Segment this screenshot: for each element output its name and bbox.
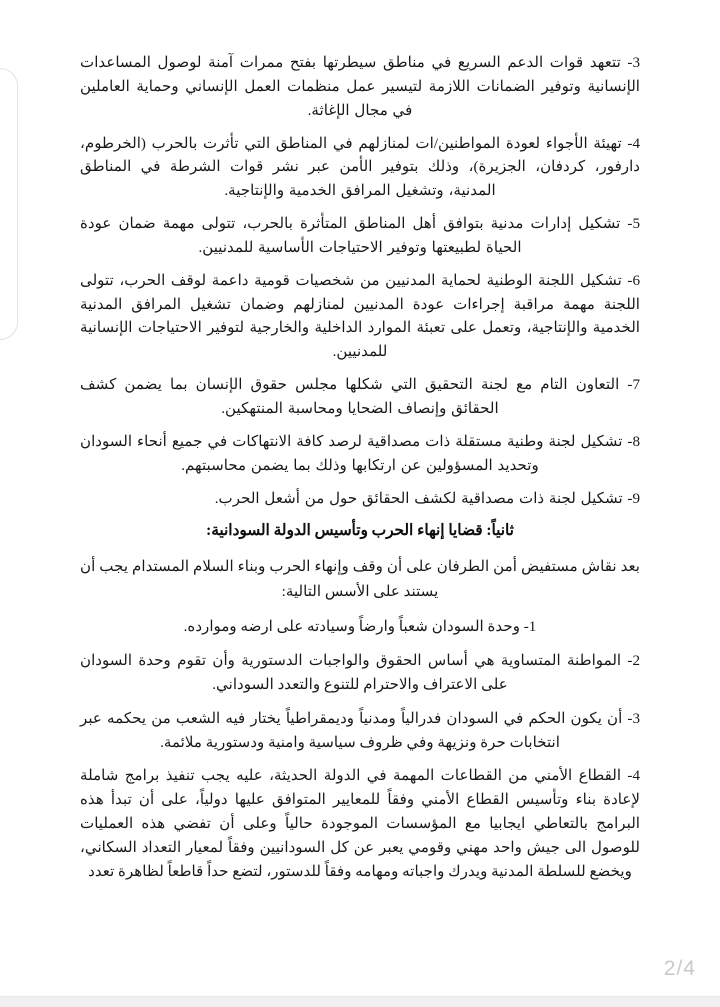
principle-item-1: 1- وحدة السودان شعباً وارضاً وسيادته على ارضه وموارده. bbox=[183, 619, 537, 636]
principle-item-3: 3- أن يكون الحكم في السودان فدرالياً ومدنياً وديمقراطياً يختار فيه الشعب من يحكمه عبر انتخابات حرة ونزيهة وفي ظروف سياسية وامنية ودستورية ملائمة. bbox=[80, 710, 640, 751]
principle-item-2: 2- المواطنة المتساوية هي أساس الحقوق والواجبات الدستورية وأن تقوم وحدة السودان على الاعتراف والاحترام للتنوع والتعدد السوداني. bbox=[80, 653, 640, 693]
message-card-edge bbox=[0, 68, 18, 340]
page-indicator: 2/4 bbox=[663, 957, 696, 980]
principle-item-4: 4- القطاع الأمني من القطاعات المهمة في الدولة الحديثة، عليه يجب تنفيذ برامج شاملة لإعادة بناء وتأسيس القطاع الأمني وفقاً للمعايير المتوافق عليها دولياً، على أن تبدأ هذه البرامج بالتعاطي ايجابيا مع المؤسسات الموجودة حالياً وعلى أن تفضي هذه العمليات للوصول الى جيش واحد مهني وقومي يعبر عن كل السودانيين وفقاً لمعيار التعداد السكاني، ويخضع للسلطة المدنية ويدرك واجباته ومهامه وفقاً للدستور، لتضع حداً قاطعاً لظاهرة تعدد bbox=[80, 768, 640, 880]
numbered-item-6: 6- تشكيل اللجنة الوطنية لحماية المدنيين من شخصيات قومية داعمة لوقف الحرب، تتولى اللجنة مهمة مراقبة إجراءات عودة المدنيين لمنازلهم وضمان تشغيل المرافق المدنية الخدمية والإنتاجية، وتعمل على تعبئة الموارد الداخلية والخارجية لتوفير الاحتياجات الإنسانية للمدنيين. bbox=[80, 272, 640, 361]
numbered-item-7: 7- التعاون التام مع لجنة التحقيق التي شكلها مجلس حقوق الإنسان بما يضمن كشف الحقائق وإنصاف الضحايا ومحاسبة المنتهكين. bbox=[80, 377, 640, 417]
numbered-item-3: 3- تتعهد قوات الدعم السريع في مناطق سيطرتها بفتح ممرات آمنة لوصول المساعدات الإنسانية وتوفير الضمانات اللازمة لتيسير عمل منظمات العمل الإنساني وحماية العاملين في مجال الإغاثة. bbox=[80, 55, 640, 119]
bottom-band bbox=[0, 996, 720, 1007]
numbered-item-8: 8- تشكيل لجنة وطنية مستقلة ذات مصداقية لرصد كافة الانتهاكات في جميع أنحاء السودان وتحديد المسؤولين عن ارتكابها وذلك بما يضمن محاسبتهم. bbox=[80, 433, 640, 474]
document-text-body bbox=[80, 52, 640, 895]
numbered-item-9: 9- تشكيل لجنة ذات مصداقية لكشف الحقائق حول من أشعل الحرب. bbox=[214, 490, 640, 507]
intro-paragraph: بعد نقاش مستفيض أمن الطرفان على أن وقف وإنهاء الحرب وبناء السلام المستدام يجب أن يستند على الأسس التالية: bbox=[80, 559, 640, 600]
section-heading: ثانياً: قضايا إنهاء الحرب وتأسيس الدولة السودانية: bbox=[206, 522, 514, 540]
numbered-item-5: 5- تشكيل إدارات مدنية بتوافق أهل المناطق المتأثرة بالحرب، تتولى مهمة ضمان عودة الحياة لطبيعتها وتوفير الاحتياجات الأساسية للمدنيين. bbox=[80, 216, 640, 256]
numbered-item-4: 4- تهيئة الأجواء لعودة المواطنين/ات لمنازلهم في المناطق التي تأثرت بالحرب (الخرطوم، دارفور، كردفان، الجزيرة)، وذلك بتوفير الأمن عبر نشر قوات الشرطة في المناطق المدنية، وتشغيل المرافق الخدمية والإنتاجية. bbox=[80, 135, 640, 200]
